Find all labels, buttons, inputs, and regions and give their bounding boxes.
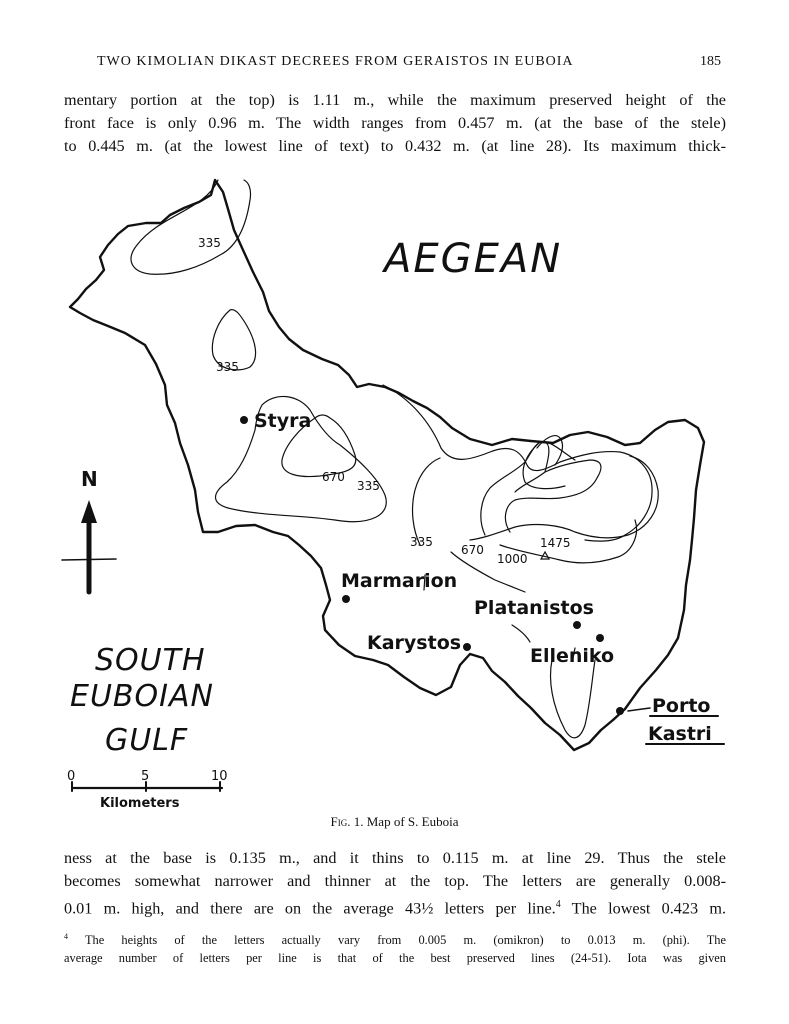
contour-line — [383, 385, 652, 541]
north-arrow-crossbar — [62, 559, 116, 560]
footnote-reference: 4 — [555, 899, 561, 910]
platanistos-label: Platanistos — [474, 597, 594, 619]
fraction: ½ — [421, 899, 434, 918]
contour-label: 335 — [198, 236, 221, 250]
marmarion-label: Marmarion — [341, 570, 458, 592]
porto-kastri-dot — [616, 707, 624, 715]
contour-line — [551, 660, 595, 738]
map-figure — [0, 160, 789, 810]
text-line: becomes somewhat narrower and thinner at the top. The letters are generally 0.008- — [64, 872, 726, 890]
running-head — [0, 54, 789, 74]
figure-caption-text: Map of S. Euboia — [366, 814, 459, 829]
contour-line — [413, 458, 440, 545]
scale-tick-5: 5 — [141, 769, 150, 784]
text-segment: letters per line. — [433, 899, 556, 918]
scale-tick-10: 10 — [211, 769, 228, 784]
contour-label: 670 — [461, 543, 484, 557]
footnote-line — [64, 928, 726, 949]
footnote-marker: 4 — [64, 932, 68, 941]
body-paragraph-top — [64, 89, 726, 158]
scale-tick-0: 0 — [67, 769, 76, 784]
text-line: front face is only 0.96 m. The width ranges from 0.457 m. (at the base of the stele) — [64, 114, 726, 132]
karystos-label: Karystos — [367, 632, 462, 654]
gulf-label-line2: EUBOIAN — [70, 679, 214, 714]
contour-label: 335 — [357, 479, 380, 493]
platanistos-dot — [573, 621, 581, 629]
contour-label: 1000 — [497, 552, 528, 566]
text-line: mentary portion at the top) is 1.11 m., while the maximum preserved height of the — [64, 91, 726, 109]
porto-leader — [628, 708, 650, 711]
marmarion-dot — [342, 595, 350, 603]
footnote-line: average number of letters per line is that of the best preserved lines (24-51). Iota was given — [64, 951, 726, 966]
contour-label: 1475 — [540, 536, 571, 550]
text-line — [64, 893, 726, 920]
text-segment: 0.01 m. high, and there are on the average 43 — [64, 899, 422, 918]
scale-unit-label: Kilometers — [100, 796, 180, 810]
aegean-label: AEGEAN — [384, 236, 563, 282]
page-number: 185 — [700, 54, 721, 69]
body-paragraph-bottom — [64, 847, 726, 920]
karystos-dot — [463, 643, 471, 651]
text-line: ness at the base is 0.135 m., and it thins to 0.115 m. at line 29. Thus the stele — [64, 849, 726, 867]
north-arrow-head — [81, 500, 97, 523]
gulf-label-line3: GULF — [105, 723, 189, 758]
figure-caption — [0, 814, 789, 830]
kastri-label: Kastri — [648, 723, 712, 745]
styra-dot — [240, 416, 248, 424]
text-line: to 0.445 m. (at the lowest line of text) to 0.432 m. (at line 28). Its maximum thick- — [64, 137, 726, 155]
figure-number: Fig. 1. — [330, 814, 364, 829]
contour-label: 335 — [410, 535, 433, 549]
styra-label: Styra — [254, 410, 312, 432]
running-title: TWO KIMOLIAN DIKAST DECREES FROM GERAISTOS IN EUBOIA — [97, 54, 574, 69]
contour-label: 670 — [322, 470, 345, 484]
elleniko-label: Elleniko — [530, 645, 615, 667]
footnote-text: The heights of the letters actually vary from 0.005 m. (omikron) to 0.013 m. (phi). The — [68, 933, 726, 948]
elleniko-dot — [596, 634, 604, 642]
gulf-label-line1: SOUTH — [95, 643, 206, 678]
porto-label: Porto — [652, 695, 711, 717]
footnote — [64, 928, 726, 967]
contour-label: 335 — [216, 360, 239, 374]
north-label: N — [81, 467, 98, 491]
contour-line — [512, 625, 530, 642]
contour-line — [505, 460, 601, 532]
text-segment: The lowest 0.423 m. — [560, 899, 726, 918]
contour-line — [470, 456, 658, 540]
